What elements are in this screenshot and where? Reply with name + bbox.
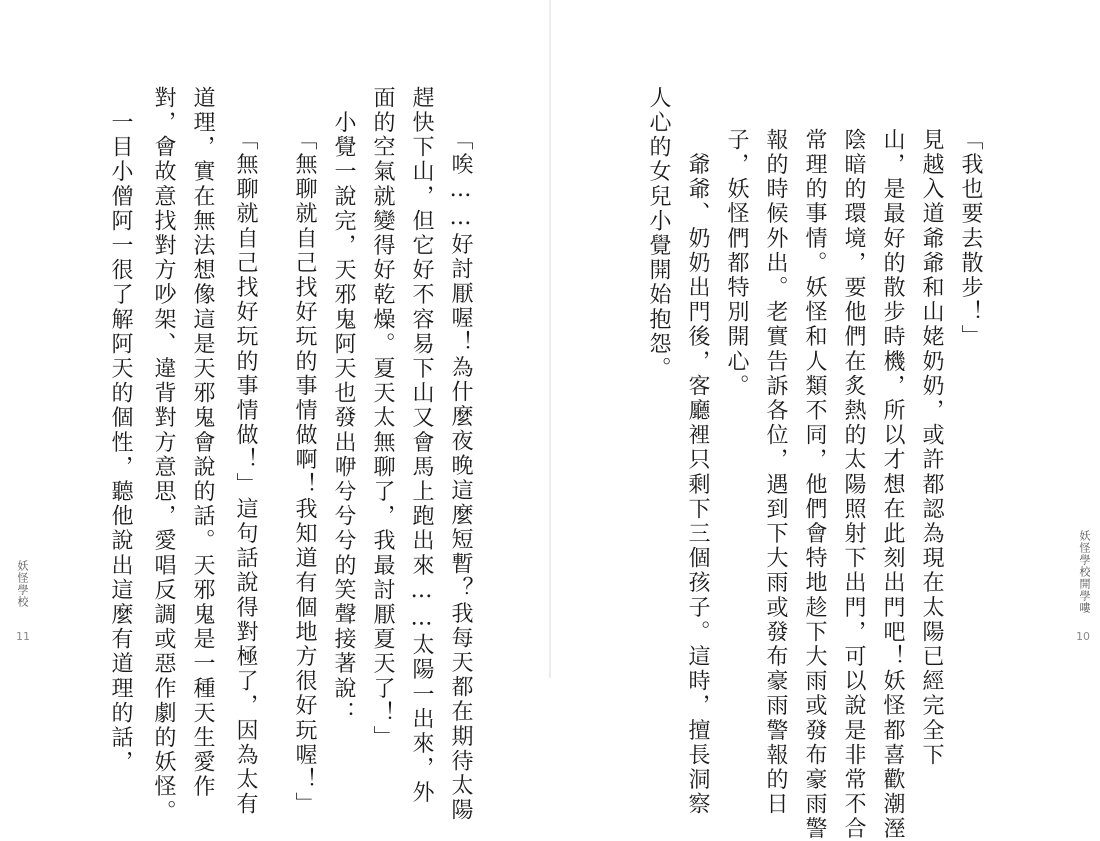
text-column: 子，妖怪們都特別開心。 — [724, 128, 749, 399]
text-column: 見越入道爺爺和山姥奶奶，或許都認為現在太陽已經完全下 — [919, 128, 944, 768]
text-column: 一目小僧阿一很了解阿天的個性，聽他說出這麼有道理的話， — [108, 86, 133, 775]
text-column: 爺爺、奶奶出門後，客廳裡只剩下三個孩子。這時，擅長洞察 — [685, 128, 710, 817]
page-number: 10 — [1076, 630, 1090, 643]
running-head: 妖怪學校 — [16, 560, 29, 608]
text-column: 「無聊就自己找好玩的事情做啊！我知道有個地方很好玩喔！」 — [292, 128, 317, 817]
book-gutter — [549, 0, 551, 678]
text-column: 人心的女兒小覺開始抱怨。 — [646, 86, 671, 382]
text-column: 報的時候外出。老實告訴各位，遇到下大雨或發布豪雨警報的日 — [763, 128, 788, 817]
text-column: 陰暗的環境，要他們在炙熱的太陽照射下出門，可以說是非常不合 — [841, 128, 866, 841]
running-head: 妖怪學校開學嘍 — [1078, 530, 1091, 614]
text-column: 山，是最好的散步時機，所以才想在此刻出門吧！妖怪都喜歡潮溼 — [880, 128, 905, 841]
text-column: 「無聊就自己找好玩的事情做！」這句話說得對極了，因為太有 — [233, 128, 258, 817]
text-column: 道理，實在無法想像這是天邪鬼會說的話。天邪鬼是一種天生愛作 — [190, 86, 215, 800]
text-column: 「我也要去散步！」 — [958, 128, 983, 350]
text-column: 「唉……好討厭喔！為什麼夜晚這麼短暫？我每天都在期待太陽 — [448, 128, 473, 823]
text-column: 面的空氣就變得好乾燥。夏天太無聊了，我最討厭夏天了！」 — [370, 86, 395, 751]
text-column: 常理的事情。妖怪和人類不同，他們會特地趁下大雨或發布豪雨警 — [802, 128, 827, 841]
text-column: 小覺一說完，天邪鬼阿天也發出咿兮兮兮的笑聲接著說： — [331, 86, 356, 726]
page-number: 11 — [16, 630, 30, 643]
text-column: 對，會故意找對方吵架、違背對方意思，愛唱反調或惡作劇的妖怪。 — [151, 86, 176, 824]
text-column: 趕快下山，但它好不容易下山又會馬上跑出來……太陽一出來，外 — [409, 86, 434, 806]
